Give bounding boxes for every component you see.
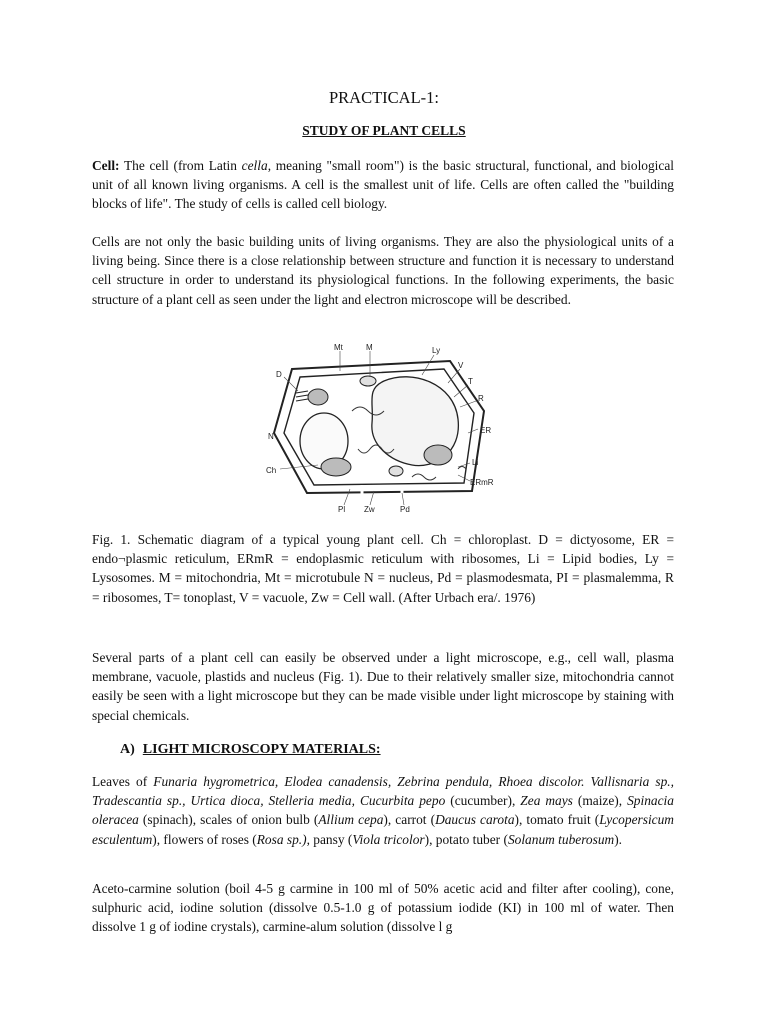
label-pl: Pl bbox=[338, 505, 346, 513]
label-ermr: ERmR bbox=[470, 478, 494, 487]
species-name: Solanum tuberosum bbox=[507, 831, 615, 847]
label-n: N bbox=[268, 432, 274, 441]
section-heading bbox=[120, 742, 381, 758]
cell-definition-paragraph bbox=[92, 156, 674, 214]
text-run: ), carrot ( bbox=[383, 812, 436, 828]
cell-label: Cell: bbox=[92, 158, 120, 173]
label-mt: Mt bbox=[334, 343, 343, 352]
materials-leaves-paragraph bbox=[92, 772, 674, 849]
chloroplast-3 bbox=[308, 389, 328, 405]
section-marker: A) bbox=[120, 742, 135, 757]
cells-physiology-paragraph: Cells are not only the basic building units of living organisms. They are also the physiological units of a living being. Since there is a close relationship between structure and function it is necessary to understand cell structure in order to understand its physiological functions. In the following experiments, the basic structure of a plant cell as seen under the light and electron microscope will be described. bbox=[92, 234, 674, 307]
label-t: T bbox=[468, 377, 473, 386]
species-names: Funaria hygrometrica, Elodea canadensis, Zebrina pendula, Rhoea discolor. Vallisnaria sp., Tradescantia sp., Urtica dioca, Stelleria media, Cucurbita pepo bbox=[92, 774, 674, 809]
species-name: Allium cepa bbox=[318, 812, 384, 828]
text-run: ), tomato fruit ( bbox=[514, 812, 600, 828]
label-pd: Pd bbox=[400, 505, 410, 513]
figure-caption: Fig. 1. Schematic diagram of a typical young plant cell. Ch = chloroplast. D = dictyosome, ER = endo¬plasmic reticulum, ERmR = endoplasmic reticulum with ribosomes, Li = Lipid bodies, Ly = Lysosomes. M = mitochondria, Mt = microtubule N = nucleus, Pd = plasmodesmata, PI = plasmalemma, R = ribosomes, T= tonoplast, V = vacuole, Zw = Cell wall. (After Urbach era/. 1976) bbox=[92, 532, 674, 605]
label-m: M bbox=[366, 343, 373, 352]
species-name: Daucus carota bbox=[435, 812, 515, 828]
plant-cell-diagram bbox=[262, 341, 504, 513]
text-run: , pansy ( bbox=[306, 831, 353, 847]
page-title: PRACTICAL-1: bbox=[328, 88, 439, 107]
label-ly: Ly bbox=[432, 346, 441, 355]
species-name: Viola tricolor bbox=[352, 831, 425, 847]
page-subtitle: STUDY OF PLANT CELLS bbox=[302, 123, 466, 138]
mitochondrion-1 bbox=[360, 376, 376, 386]
dictyosome bbox=[296, 391, 308, 401]
aceto-carmine-paragraph: Aceto-carmine solution (boil 4-5 g carmine in 100 ml of 50% acetic acid and filter after cooling), cone, sulphuric acid, iodine solution (dissolve 0.5-1.0 g of potassium iodide (KI) in 100 ml of water. Then dissolve 1 g of iodine crystals), carmine-alum solution (dissolve l g bbox=[92, 881, 674, 935]
chloroplast-1 bbox=[321, 458, 351, 476]
light-microscope-paragraph: Several parts of a plant cell can easily be observed under a light microscope, e.g., cell wall, plasma membrane, vacuole, plastids and nucleus (Fig. 1). Due to their relatively smaller size, mitochondria cannot easily be seen with a light microscope but they can be made visible under light microscope by staining with special chemicals. bbox=[92, 650, 674, 723]
label-r: R bbox=[478, 394, 484, 403]
text-run: (spinach), scales of onion bulb ( bbox=[138, 812, 319, 828]
species-name: Lycopersicum esculentum bbox=[92, 812, 674, 847]
text-run: Leaves of bbox=[92, 774, 154, 789]
text-run: (cucumber), bbox=[445, 793, 521, 809]
text-run: (maize), bbox=[572, 793, 628, 809]
label-li: Li bbox=[472, 458, 479, 467]
cell-latin-word: cella bbox=[241, 158, 268, 173]
species-name: Zea mays bbox=[520, 793, 573, 809]
chloroplast-2 bbox=[424, 445, 452, 465]
text-run: ), flowers of roses ( bbox=[152, 831, 257, 847]
section-title: LIGHT MICROSCOPY MATERIALS: bbox=[142, 742, 381, 757]
endoplasmic-reticulum-3 bbox=[412, 474, 436, 480]
label-d: D bbox=[276, 370, 282, 379]
label-ch: Ch bbox=[266, 466, 277, 475]
cell-text-part-1: The cell (from Latin bbox=[119, 158, 242, 173]
cell-text-part-2: , meaning "small room") is the basic structural, functional, and biological unit of all known living organisms. A cell is the smallest unit of life. Cells are often called the "building blocks of life". The study of cells is called cell biology. bbox=[92, 158, 675, 212]
species-name: Spinacia oleracea bbox=[92, 793, 674, 828]
text-run: ). bbox=[614, 831, 623, 847]
mitochondrion-2 bbox=[389, 466, 403, 476]
label-zw: Zw bbox=[364, 505, 375, 513]
text-run: ), potato tuber ( bbox=[424, 831, 508, 847]
label-er: ER bbox=[480, 426, 492, 435]
label-v: V bbox=[458, 361, 464, 370]
plant-cell-svg bbox=[262, 341, 504, 513]
species-name: Rosa sp.) bbox=[256, 831, 307, 847]
